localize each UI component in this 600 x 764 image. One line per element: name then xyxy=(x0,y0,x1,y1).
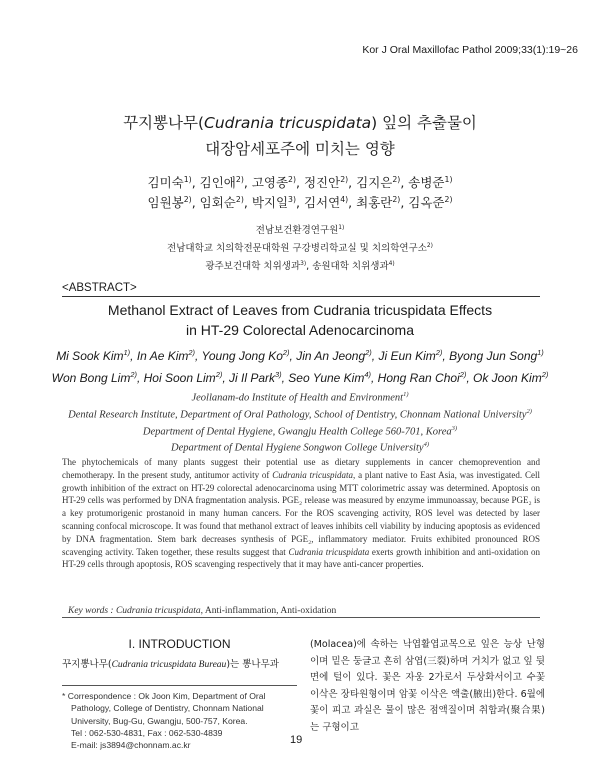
author xyxy=(229,371,282,385)
korean-affiliation-1-text: 전남보건환경연구원 xyxy=(255,225,339,237)
korean-affiliation-2-sup: 2) xyxy=(426,243,433,249)
author-name: 박지일 xyxy=(251,195,289,211)
english-affiliation-1-text: Jeollanam-do Institute of Health and Environment xyxy=(191,392,404,404)
author xyxy=(148,195,192,210)
author-name: Hong Ran Choi xyxy=(377,371,460,385)
korean-affiliation-1 xyxy=(0,220,600,239)
author xyxy=(473,371,548,385)
author-affiliation-mark: 1) xyxy=(444,175,453,184)
author-affiliation-mark: 2) xyxy=(188,348,196,357)
author xyxy=(52,371,137,385)
korean-title-pre: 꾸지뽕나무( xyxy=(123,114,204,132)
korean-affiliation-1-sup: 1) xyxy=(338,225,345,231)
author-name: 최홍란 xyxy=(356,195,393,211)
abstract-species-1: Cudrania tricuspidata xyxy=(272,469,354,480)
abstract-body xyxy=(62,456,540,571)
english-affiliation-4 xyxy=(0,436,600,458)
author-name: 정진안 xyxy=(303,175,341,191)
footnote-line3: University, Bug-Gu, Gwangju, 500-757, Korea. xyxy=(71,715,248,726)
author-affiliation-mark: 1) xyxy=(537,348,544,357)
author-affiliation-mark: 1) xyxy=(123,348,131,357)
author-affiliation-mark: 2) xyxy=(435,348,443,357)
korean-title-species: Cudrania tricuspidata xyxy=(204,114,372,132)
page-number: 19 xyxy=(290,734,303,746)
author-affiliation-mark: 2) xyxy=(235,175,244,184)
keywords xyxy=(68,606,336,616)
author-name: Mi Sook Kim xyxy=(56,349,124,363)
intro-left-post: )는 뽕나무과 xyxy=(226,659,279,670)
korean-affiliation-3-text: 광주보건대학 치위생과 xyxy=(205,261,301,273)
author xyxy=(304,175,348,190)
author-name: 임원봉 xyxy=(147,195,184,211)
author xyxy=(288,371,371,385)
english-title-line2: in HT-29 Colorectal Adenocarcinoma xyxy=(185,322,414,338)
english-authors-line2: Won Bong Lim$^{2)}$, Hoi Soon Lim$^{2)}$, Ji Il Park$^{3)}$, Seo Yune Kim$^{4)}$, Hong Ran Choi$^{2)}$, Ok Joon Kim$^{2)}$ xyxy=(51,370,549,385)
abstract-part3: exerts growth inhibition and anti-oxidation on HT-29 cells through apoptosis, ROS scavenging respectively that it may have anti-cancer properties. xyxy=(62,546,540,570)
author-name: 김지은 xyxy=(356,175,393,191)
author-name: Seo Yune Kim xyxy=(288,371,365,385)
author-affiliation-mark: 2) xyxy=(130,370,137,379)
author-affiliation-mark: 2) xyxy=(392,175,401,184)
author xyxy=(356,195,400,210)
abstract-part1: The phytochemicals of many plants suggest their potential use as dietary supplements in cancer chemoprevention and chemotherapy. In the present study, antitumor activity of xyxy=(62,457,540,480)
author xyxy=(408,175,452,190)
korean-title-line2: 대장암세포주에 미치는 영향 xyxy=(205,140,395,158)
author xyxy=(252,175,296,190)
korean-affiliation-4-text: , 송원대학 치위생과 xyxy=(306,261,389,273)
english-affiliation-2-sup: 2) xyxy=(526,408,532,415)
author-affiliation-mark: 2) xyxy=(282,348,290,357)
author-affiliation-mark: 2) xyxy=(392,195,401,204)
abstract-divider xyxy=(62,296,540,297)
author-name: 송병준 xyxy=(408,175,445,191)
korean-affiliation-2-text: 전남대학교 치의학전문대학원 구강병리학교실 및 치의학연구소 xyxy=(167,243,427,255)
korean-title-post: ) 잎의 추출물이 xyxy=(371,114,477,132)
keywords-label: Key words : xyxy=(68,606,114,616)
section-heading: I. INTRODUCTION xyxy=(128,637,231,651)
abstract-label: <ABSTRACT> xyxy=(62,282,137,294)
author-affiliation-mark: 2) xyxy=(444,195,453,204)
english-title-line1: Methanol Extract of Leaves from Cudrania tricuspidata Effects xyxy=(107,302,493,318)
author-affiliation-mark: 2) xyxy=(183,195,192,204)
author-affiliation-mark: 4) xyxy=(364,370,371,379)
english-affiliation-4-sup: 4) xyxy=(423,441,429,448)
english-affiliation-1-sup: 1) xyxy=(403,391,409,398)
author-affiliation-mark: 2) xyxy=(340,175,349,184)
author xyxy=(296,349,372,363)
english-affiliation-3-text: Department of Dental Hygiene, Gwangju Health College 560-701, Korea xyxy=(142,426,452,438)
author xyxy=(144,371,223,385)
author-affiliation-mark: 1) xyxy=(183,175,192,184)
intro-left-column xyxy=(62,657,297,673)
author xyxy=(56,349,130,363)
author xyxy=(148,175,192,190)
author xyxy=(449,349,544,363)
korean-authors-line2: 임원봉$^{2)}$, 임회순$^{2)}$, 박지일$^{3)}$, 김서연$^{4)}$, 최홍란$^{2)}$, 김옥준$^{2)}$ xyxy=(147,195,453,211)
author-name: Young Jong Ko xyxy=(201,349,283,363)
author-name: Ji Il Park xyxy=(228,371,275,385)
korean-title-line1 xyxy=(0,110,600,136)
intro-left-pre: 꾸지뽕나무( xyxy=(62,659,112,670)
keywords-species: Cudrania tricuspidata xyxy=(115,606,201,616)
intro-right-column: (Molacea)에 속하는 낙엽활엽교목으로 잎은 능상 난형이며 밑은 둥글고 흔히 삼엽(三裂)하며 거치가 없고 잎 뒷면에 털이 있다. 꽃은 자웅 2가로서 두상화서이고 수꽃 이삭은 장타원형이며 암꽃 이삭은 액출(腋出)한다. 6월에 꽃이 피고 과실은 물이 많은 점액질이며 취합과(聚合果)는 구형이고 xyxy=(310,639,545,733)
author-name: Jin An Jeong xyxy=(296,349,366,363)
author xyxy=(408,195,452,210)
author-affiliation-mark: 3) xyxy=(288,195,297,204)
keywords-divider xyxy=(62,617,540,618)
author-name: Byong Jun Song xyxy=(449,349,538,363)
author-name: 고영종 xyxy=(251,175,289,191)
author-affiliation-mark: 2) xyxy=(235,195,244,204)
author xyxy=(137,349,195,363)
author-name: 김서연 xyxy=(303,195,341,211)
author xyxy=(378,371,467,385)
author-affiliation-mark: 4) xyxy=(340,195,349,204)
author-affiliation-mark: 3) xyxy=(275,370,282,379)
author-affiliation-mark: 2) xyxy=(215,370,223,379)
abstract-species-2: Cudrania tricuspidata xyxy=(288,546,370,557)
korean-affiliation-2 xyxy=(0,238,600,257)
author-name: 김옥준 xyxy=(408,195,445,211)
correspondence-footnote xyxy=(62,690,302,751)
author-affiliation-mark: 2) xyxy=(541,370,549,379)
author-name: 김인애 xyxy=(199,175,236,191)
author-name: 김미숙 xyxy=(147,175,184,191)
footnote-line2: Pathology, College of Dentistry, Chonnam National xyxy=(71,703,264,714)
korean-affiliation-3 xyxy=(0,256,600,275)
english-affiliation-4-text: Department of Dental Hygiene Songwon College University xyxy=(171,442,424,454)
intro-left-species: Cudrania tricuspidata Bureau xyxy=(111,660,227,670)
keywords-rest: , Anti-inflammation, Anti-oxidation xyxy=(200,606,337,616)
author-name: Ok Joon Kim xyxy=(473,371,542,385)
author xyxy=(200,175,244,190)
abstract-part2: , a plant native to East Asia, was investigated. Cell growth inhibition of the extract on HT-29 colorectal adenocarcinoma using MTT colorimetric assay was determined. Apoptosis on HT-29 cells was performed by DNA fragmentation analysis. PGE₂ release was measured by enzyme immunoassay, because PGE₂ is a key protumorigenic prostanoid in many human cancers. For the ROS scavenging activity, ROS level was detected by laser scanning confocal microscope. It was found that methanol extract of leaves inhibits cell viability by inducing apoptosis as evidenced by DNA fragmentation. Stem bark decreases synthesis of PGE₂, inflammatory mediator. Fruits exhibited pronounced ROS scavenging activity. Taken together, these results suggest that xyxy=(62,469,540,557)
footnote-line4: Tel : 062-530-4831, Fax : 062-530-4839 xyxy=(71,727,223,738)
footnote-line5: E-mail: js3894@chonnam.ac.kr xyxy=(71,740,191,751)
author-affiliation-mark: 2) xyxy=(288,175,297,184)
author-name: Won Bong Lim xyxy=(51,371,131,385)
author-name: In Ae Kim xyxy=(136,349,189,363)
author-name: Hoi Soon Lim xyxy=(143,371,216,385)
english-affiliation-3-sup: 3) xyxy=(451,425,458,432)
english-affiliation-2-text: Dental Research Institute, Department of Oral Pathology, School of Dentistry, Chonnam National University xyxy=(68,409,527,421)
author xyxy=(378,349,442,363)
author-name: Ji Eun Kim xyxy=(378,349,436,363)
korean-affiliation-4-sup: 4) xyxy=(388,261,395,267)
korean-affiliation-3-sup: 3) xyxy=(300,261,307,267)
author xyxy=(200,195,244,210)
author xyxy=(356,175,400,190)
author-affiliation-mark: 2) xyxy=(459,370,467,379)
author xyxy=(304,195,348,210)
english-authors-line1: Mi Sook Kim$^{1)}$, In Ae Kim$^{2)}$, Young Jong Ko$^{2)}$, Jin An Jeong$^{2)}$, Ji Eun Kim$^{2)}$, Byong Jun Song$^{1)}$ xyxy=(56,348,544,363)
journal-citation: Kor J Oral Maxillofac Pathol 2009;33(1):19~26 xyxy=(362,44,578,56)
author xyxy=(202,349,290,363)
korean-authors-line1: 김미숙$^{1)}$, 김인애$^{2)}$, 고영종$^{2)}$, 정진안$^{2)}$, 김지은$^{2)}$, 송병준$^{1)}$ xyxy=(147,175,453,191)
footnote-divider xyxy=(62,685,297,686)
author xyxy=(252,195,296,210)
author-name: 임회순 xyxy=(199,195,236,211)
footnote-line1: * Correspondence : Ok Joon Kim, Department of Oral xyxy=(62,691,266,701)
author-affiliation-mark: 2) xyxy=(365,348,372,357)
